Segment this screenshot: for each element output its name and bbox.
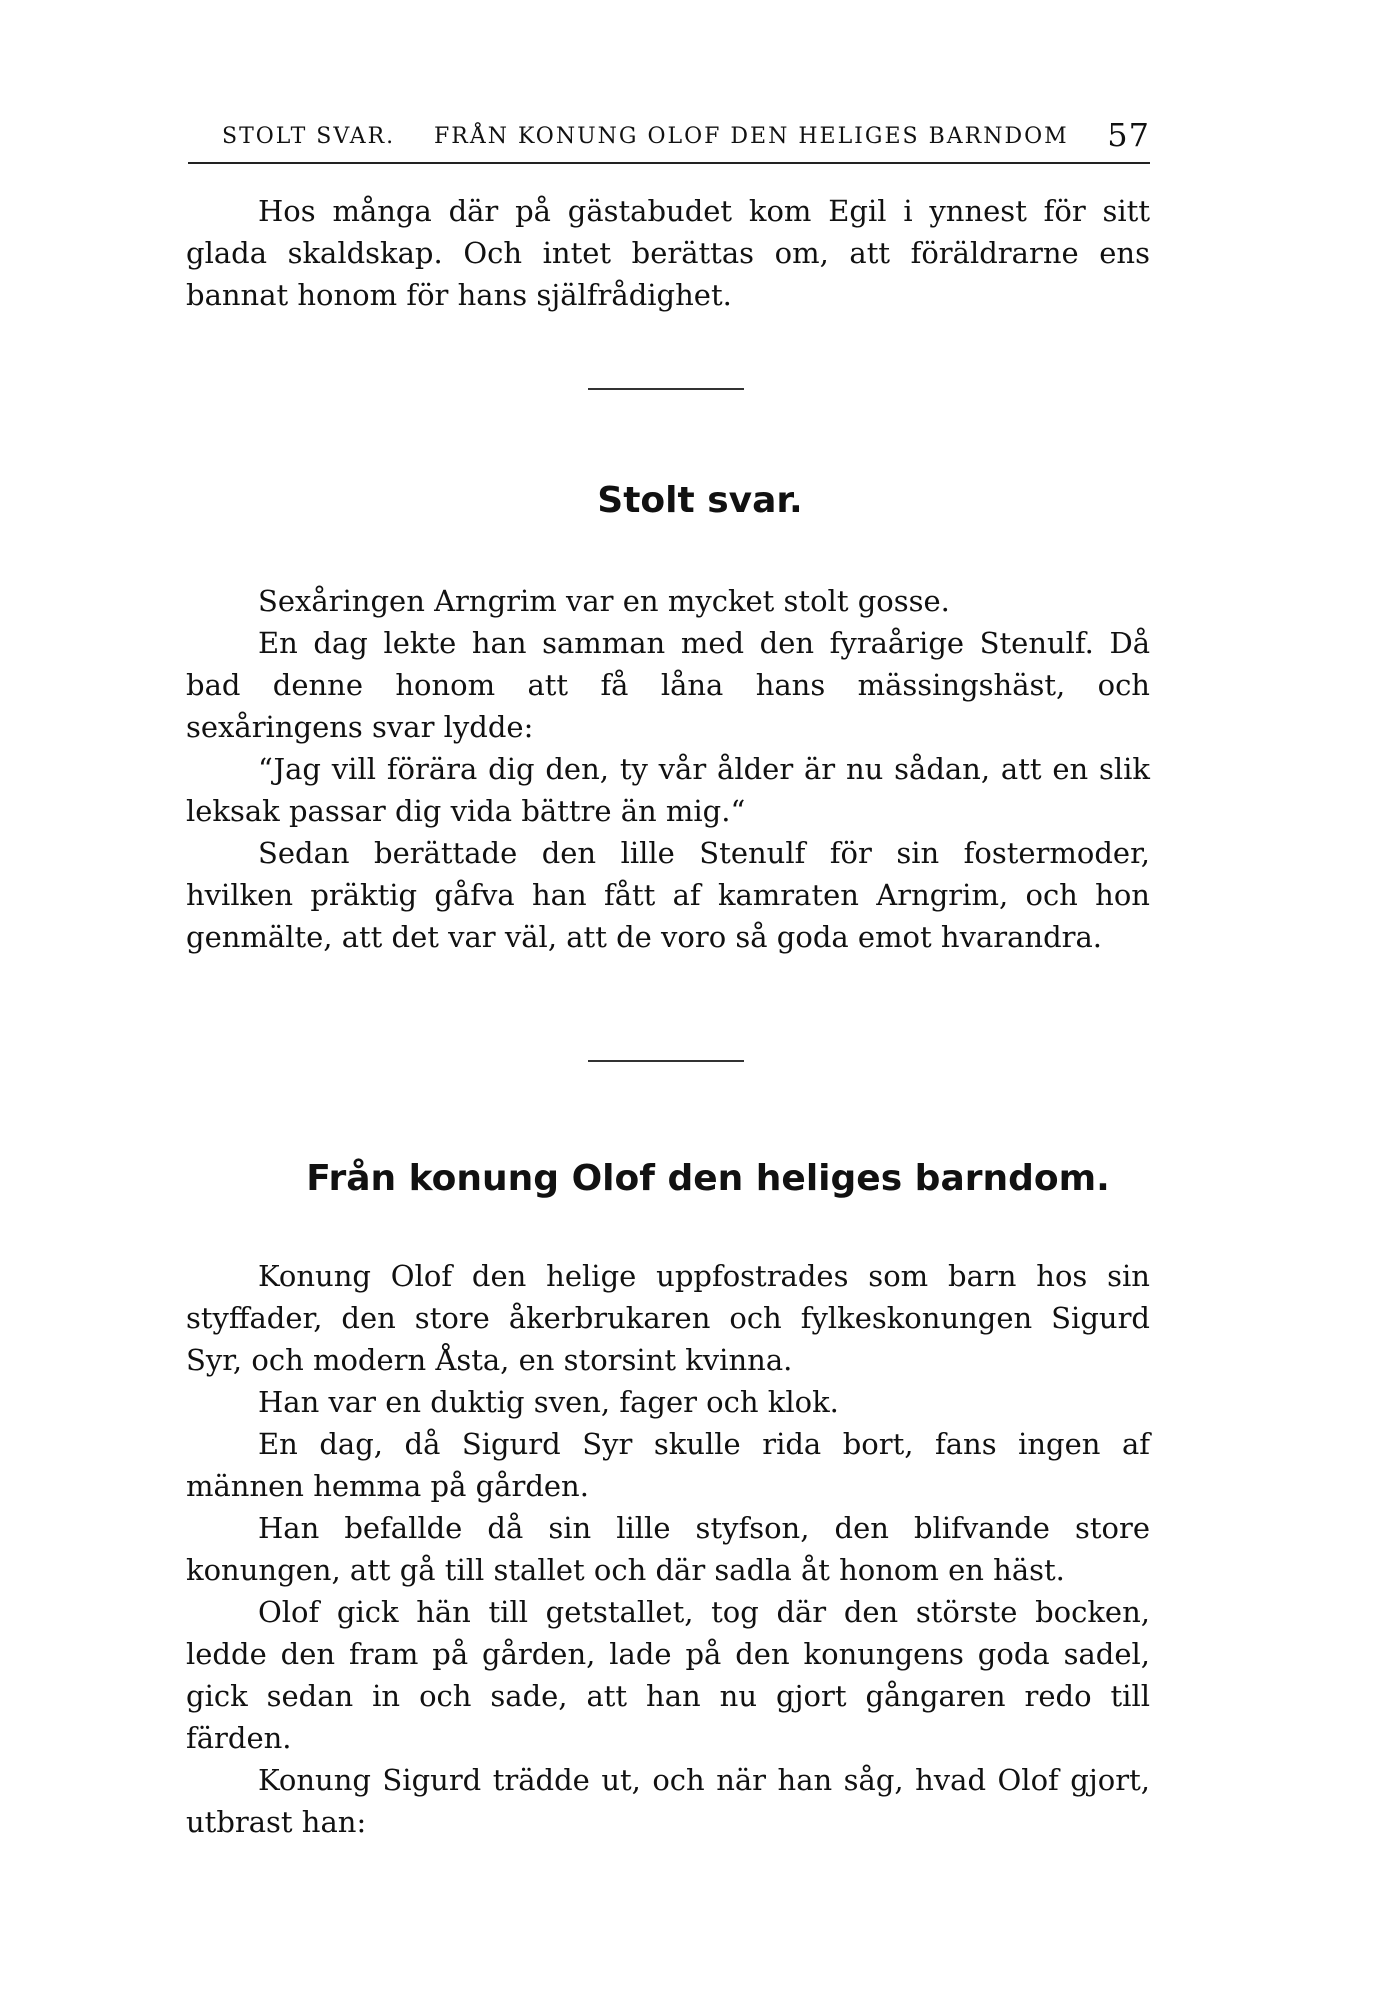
running-head-center: FRÅN KONUNG OLOF DEN HELIGES BARNDOM	[434, 124, 1069, 149]
intro-text	[186, 190, 1150, 316]
paragraph: Han befallde då sin lille styfson, den blifvande store konungen, att gå till stallet och där sadla åt honom en häst.	[186, 1511, 1150, 1587]
page-number: 57	[1107, 116, 1150, 154]
paragraph: Sexåringen Arngrim var en mycket stolt gosse.	[258, 584, 950, 618]
paragraph: Han var en duktig sven, fager och klok.	[258, 1385, 839, 1419]
paragraph: “Jag vill förära dig den, ty vår ålder är nu sådan, att en slik leksak passar dig vida bättre än mig.“	[186, 752, 1150, 828]
paragraph: Hos många där på gästabudet kom Egil i ynnest för sitt glada skaldskap. Och intet berättas om, att föräldrarne ens bannat honom för hans själfrådighet.	[186, 194, 1150, 312]
paragraph: Konung Sigurd trädde ut, och när han såg, hvad Olof gjort, utbrast han:	[186, 1763, 1150, 1839]
section-separator	[588, 388, 744, 390]
section-olof-text	[186, 1255, 1150, 1843]
paragraph: En dag lekte han samman med den fyraårige Stenulf. Då bad denne honom att få låna hans mässingshäst, och sexåringens svar lydde:	[186, 626, 1150, 744]
paragraph: Konung Olof den helige uppfostrades som barn hos sin styffader, den store åkerbrukaren och fylkeskonungen Sigurd Syr, och modern Åsta, en storsint kvinna.	[186, 1259, 1150, 1377]
section-separator	[588, 1060, 744, 1062]
paragraph: Olof gick hän till getstallet, tog där den störste bocken, ledde den fram på gården, lade på den konungens goda sadel, gick sedan in och sade, att han nu gjort gångaren redo till färden.	[186, 1595, 1150, 1755]
running-head	[222, 116, 1150, 156]
section-heading-olof: Från konung Olof den heliges barndom.	[306, 1158, 1110, 1199]
running-head-left: STOLT SVAR.	[222, 124, 396, 149]
section-heading-stolt-svar: Stolt svar.	[597, 480, 803, 521]
paragraph: Sedan berättade den lille Stenulf för sin fostermoder, hvilken präktig gåfva han fått af kamraten Arngrim, och hon genmälte, att det var väl, att de voro så goda emot hvarandra.	[186, 836, 1150, 954]
paragraph: En dag, då Sigurd Syr skulle rida bort, fans ingen af männen hemma på gården.	[186, 1427, 1150, 1503]
header-rule	[188, 162, 1150, 164]
section-stolt-svar-text	[186, 580, 1150, 958]
